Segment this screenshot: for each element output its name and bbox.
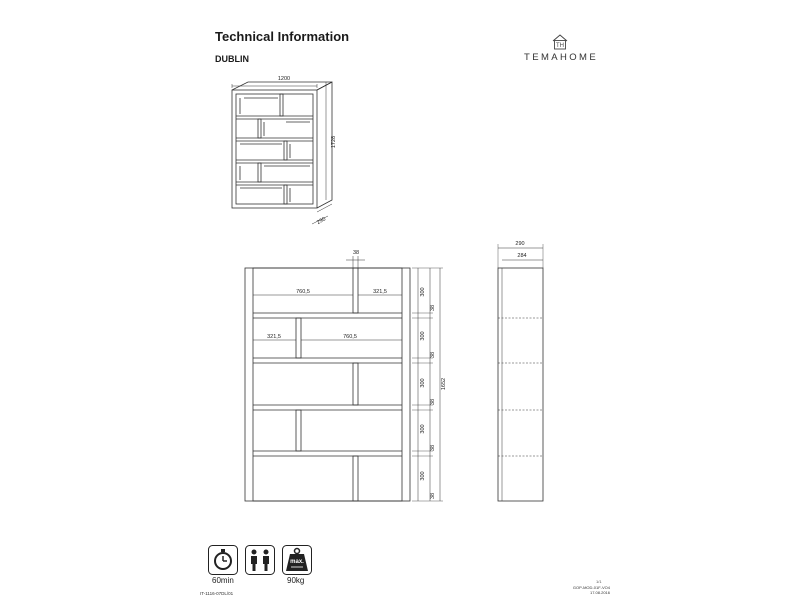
max-load: 90kg xyxy=(287,576,305,585)
side-view xyxy=(490,236,550,506)
side-outer-depth-label: 290 xyxy=(515,241,525,247)
row2-left-width-label: 321,5 xyxy=(267,334,281,340)
iso-depth-label: 290 xyxy=(316,216,327,227)
front-view xyxy=(240,248,470,523)
iso-width-label: 1200 xyxy=(277,76,291,82)
document-date: 17.08.2016 xyxy=(589,590,610,595)
comp-height-label-4: 300 xyxy=(420,424,426,434)
product-name: DUBLIN xyxy=(215,54,249,64)
panel-thickness-label: 38 xyxy=(352,250,360,256)
document-reference: GOP-MOD-01F-VO4 xyxy=(572,585,610,590)
svg-text:max.: max. xyxy=(290,559,304,565)
shelf-thickness-label-2: 38 xyxy=(430,351,436,359)
brand-name: TEMAHOME xyxy=(524,52,599,63)
isometric-view xyxy=(220,70,340,235)
iso-height-label: 1728 xyxy=(331,135,337,149)
shelf-thickness-label-1: 38 xyxy=(430,304,436,312)
shelf-thickness-label-4: 38 xyxy=(430,444,436,452)
shelf-thickness-label-5: 38 xyxy=(430,492,436,500)
comp-height-label-2: 300 xyxy=(420,331,426,341)
two-person-icon xyxy=(245,545,275,575)
page-title: Technical Information xyxy=(215,29,350,44)
max-weight-icon xyxy=(282,545,312,575)
side-inner-depth-label: 284 xyxy=(517,253,527,259)
assembly-time: 60min xyxy=(212,576,234,585)
svg-text:TH: TH xyxy=(556,43,564,49)
row2-right-width-label: 760,5 xyxy=(343,334,357,340)
row1-right-width-label: 321,5 xyxy=(373,289,387,295)
row1-left-width-label: 760,5 xyxy=(296,289,310,295)
stopwatch-icon xyxy=(208,545,238,575)
page-number: 1/1 xyxy=(596,579,602,584)
comp-height-label-5: 300 xyxy=(420,471,426,481)
comp-height-label-3: 300 xyxy=(420,378,426,388)
drawing-code: IT-1116-07DL/01 xyxy=(200,591,234,596)
house-logo-icon xyxy=(552,34,568,50)
comp-height-label-1: 300 xyxy=(420,287,426,297)
inner-height-label: 1652 xyxy=(441,377,447,391)
shelf-thickness-label-3: 38 xyxy=(430,398,436,406)
